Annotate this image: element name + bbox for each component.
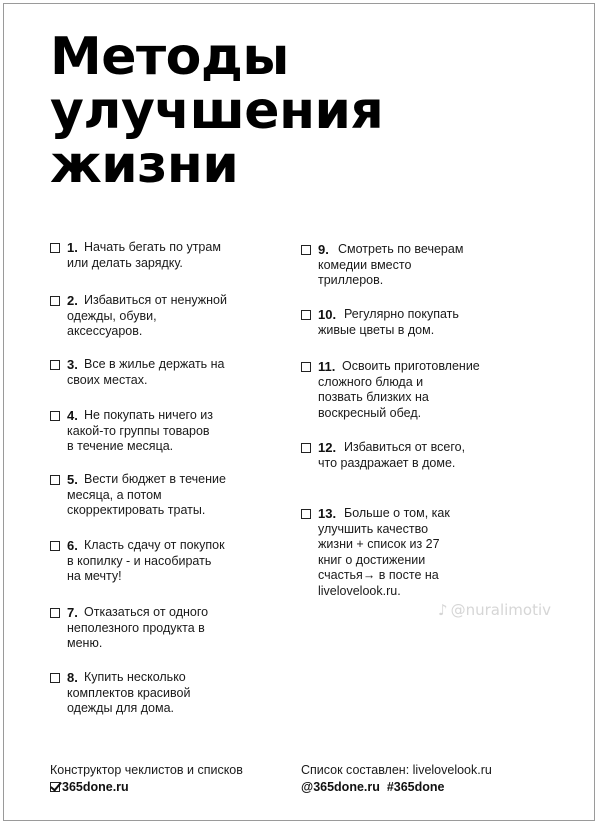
checkbox[interactable] bbox=[50, 541, 60, 551]
footer-site-text: 365done.ru bbox=[62, 780, 129, 794]
item-text: Не покупать ничего из какой-то группы товаров в течение месяца. bbox=[67, 408, 213, 453]
item-number: 5. bbox=[67, 472, 78, 487]
footer-hashtags[interactable]: @365done.ru #365done bbox=[301, 780, 445, 794]
item-text: Больше о том, как улучшить качество жизни + список из 27 книг о достижении счастья→ в посте на livelovelook.ru. bbox=[318, 506, 450, 598]
checkbox[interactable] bbox=[50, 475, 60, 485]
title-line-1: Методы bbox=[50, 27, 289, 87]
item-text: Избавиться от всего, что раздражает в доме. bbox=[318, 440, 466, 470]
checkbox[interactable] bbox=[50, 243, 60, 253]
title-line-3: жизни bbox=[50, 135, 239, 195]
item-text: Начать бегать по утрам или делать зарядку. bbox=[67, 240, 221, 270]
footer-site-link[interactable] bbox=[50, 778, 243, 796]
checkbox[interactable] bbox=[50, 673, 60, 683]
item-text: Класть сдачу от покупок в копилку - и насобирать на мечту! bbox=[67, 538, 225, 583]
footer-constructor-text: Конструктор чеклистов и списков bbox=[50, 763, 243, 777]
item-text: Смотреть по вечерам комедии вместо триллеров. bbox=[318, 242, 464, 287]
checkbox[interactable] bbox=[50, 296, 60, 306]
item-text: Купить несколько комплектов красивой одежды для дома. bbox=[67, 670, 191, 715]
item-number: 11. bbox=[318, 359, 336, 374]
item-text: Вести бюджет в течение месяца, а потом скорректировать траты. bbox=[67, 472, 226, 517]
item-number: 13. bbox=[318, 506, 337, 521]
item-number: 1. bbox=[67, 240, 78, 255]
checkbox[interactable] bbox=[50, 608, 60, 618]
footer-right bbox=[301, 762, 492, 796]
item-text: Освоить приготовление сложного блюда и позвать близких на воскресный обед. bbox=[318, 359, 480, 420]
watermark bbox=[438, 601, 551, 619]
item-text: Все в жилье держать на своих местах. bbox=[67, 357, 225, 387]
item-number: 2. bbox=[67, 293, 78, 308]
checkbox[interactable] bbox=[50, 411, 60, 421]
checkbox[interactable] bbox=[301, 245, 311, 255]
item-number: 3. bbox=[67, 357, 78, 372]
item-number: 6. bbox=[67, 538, 78, 553]
title-line-2: улучшения bbox=[50, 81, 384, 141]
checkbox[interactable] bbox=[301, 509, 311, 519]
checkbox[interactable] bbox=[50, 360, 60, 370]
item-number: 8. bbox=[67, 670, 78, 685]
tiktok-note-icon: ♪ bbox=[438, 601, 448, 619]
footer-author-text: Список составлен: livelovelook.ru bbox=[301, 763, 492, 777]
item-text: Регулярно покупать живые цветы в дом. bbox=[318, 307, 459, 337]
checkmark-box-icon bbox=[50, 782, 60, 792]
checkbox[interactable] bbox=[301, 310, 311, 320]
item-number: 7. bbox=[67, 605, 78, 620]
item-number: 4. bbox=[67, 408, 78, 423]
item-text: Избавиться от ненужной одежды, обуви, аксессуаров. bbox=[67, 293, 227, 338]
page-title bbox=[50, 27, 384, 195]
watermark-text: @nuralimotiv bbox=[450, 601, 552, 619]
checkbox[interactable] bbox=[301, 443, 311, 453]
item-number: 12. bbox=[318, 440, 337, 455]
item-text: Отказаться от одного неполезного продукта в меню. bbox=[67, 605, 209, 650]
item-number: 9. bbox=[318, 242, 329, 257]
checkbox[interactable] bbox=[301, 362, 311, 372]
item-number: 10. bbox=[318, 307, 337, 322]
footer-left bbox=[50, 762, 243, 796]
